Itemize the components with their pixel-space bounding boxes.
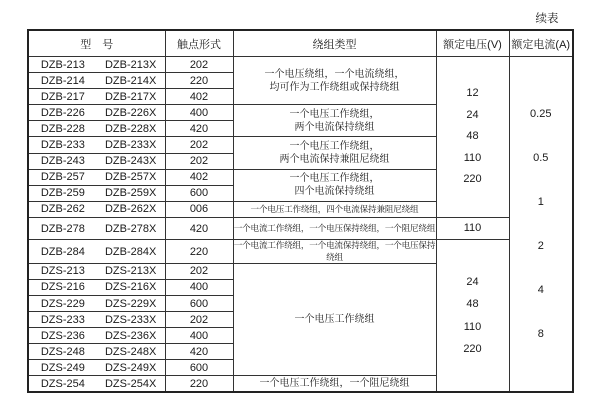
model-cell xyxy=(28,153,165,169)
voltage-value: 220 xyxy=(463,173,482,186)
model-cell xyxy=(28,240,165,263)
winding-line: 两个电流保持绕组 xyxy=(294,121,375,133)
contact-form-cell: 202 xyxy=(165,263,233,279)
model-cell xyxy=(28,263,165,279)
winding-line: 一个电压绕组，一个电流绕组， xyxy=(264,68,405,80)
contact-form-cell: 402 xyxy=(165,169,233,185)
model-number: DZS-233 xyxy=(40,313,85,326)
voltage-value: 110 xyxy=(463,221,482,234)
voltage-value: 110 xyxy=(463,151,482,164)
table-row xyxy=(28,240,573,263)
model-cell xyxy=(28,73,165,89)
model-cell xyxy=(28,137,165,153)
model-cell xyxy=(28,376,165,392)
winding-type-cell xyxy=(233,137,436,169)
model-number: DZS-213 xyxy=(40,265,85,278)
header-row xyxy=(28,30,573,57)
model-number: DZB-243 xyxy=(40,155,85,168)
contact-form-cell: 400 xyxy=(165,328,233,344)
contact-form-cell: 402 xyxy=(165,89,233,105)
winding-line: 一个电压工作绕组，一个阻尼绕组 xyxy=(259,378,410,390)
rated-voltage-cell xyxy=(436,240,509,392)
current-value: 0.25 xyxy=(530,108,552,121)
col-header-contact-form: 触点形式 xyxy=(165,30,233,57)
contact-form-cell: 202 xyxy=(165,137,233,153)
voltage-value: 12 xyxy=(466,87,479,100)
model-cell xyxy=(28,217,165,240)
model-number-x: DZB-217X xyxy=(104,90,157,103)
winding-type-cell xyxy=(233,57,436,105)
model-number: DZB-233 xyxy=(40,139,85,152)
contact-form-cell: 006 xyxy=(165,201,233,217)
model-cell xyxy=(28,344,165,360)
model-cell xyxy=(28,89,165,105)
contact-form-cell: 420 xyxy=(165,121,233,137)
model-number: DZS-249 xyxy=(40,361,85,374)
model-number: DZB-284 xyxy=(40,245,85,258)
voltage-value: 24 xyxy=(466,108,479,121)
winding-line: 一个电压工作绕组， xyxy=(289,108,380,120)
model-number-x: DZB-228X xyxy=(104,122,157,135)
model-number-x: DZB-243X xyxy=(104,155,157,168)
model-number-x: DZB-257X xyxy=(104,171,157,184)
winding-line: 一个电压工作绕组，四个电流保持兼阻尼绕组 xyxy=(250,203,419,214)
contact-form-cell: 202 xyxy=(165,312,233,328)
model-number-x: DZB-259X xyxy=(104,187,157,200)
winding-line: 一个电压工作绕组 xyxy=(294,314,375,326)
current-value: 4 xyxy=(537,284,544,297)
winding-type-cell xyxy=(233,105,436,137)
voltage-value: 48 xyxy=(466,130,479,143)
relay-spec-table xyxy=(27,29,574,393)
table-row xyxy=(28,217,573,240)
winding-line: 四个电流保持绕组 xyxy=(294,186,375,198)
model-number-x: DZS-216X xyxy=(104,281,157,294)
model-number-x: DZS-233X xyxy=(104,313,157,326)
current-value: 8 xyxy=(537,328,544,341)
model-number: DZS-216 xyxy=(40,281,85,294)
winding-line: 一个电压工作绕组， xyxy=(289,173,380,185)
voltage-value: 48 xyxy=(466,298,479,311)
col-header-rated-voltage: 额定电压(V) xyxy=(436,30,509,57)
contact-form-cell: 202 xyxy=(165,57,233,73)
model-number-x: DZB-284X xyxy=(104,245,157,258)
col-header-model: 型 号 xyxy=(28,30,165,57)
winding-line: 一个电流工作绕组，一个电流保持绕组，一个电压保持绕组 xyxy=(233,240,436,262)
model-cell xyxy=(28,121,165,137)
winding-type-cell xyxy=(233,376,436,392)
model-cell xyxy=(28,185,165,201)
model-number-x: DZB-213X xyxy=(104,58,157,71)
model-number-x: DZS-249X xyxy=(104,361,157,374)
model-number-x: DZB-262X xyxy=(104,203,157,216)
model-cell xyxy=(28,105,165,121)
voltage-value: 24 xyxy=(466,275,479,288)
model-cell xyxy=(28,169,165,185)
contact-form-cell: 600 xyxy=(165,360,233,376)
contact-form-cell: 220 xyxy=(165,240,233,263)
voltage-value: 110 xyxy=(463,320,482,333)
current-value: 2 xyxy=(537,240,544,253)
contact-form-cell: 600 xyxy=(165,295,233,311)
winding-line: 一个电压工作绕组， xyxy=(289,141,380,153)
model-number-x: DZS-248X xyxy=(104,345,157,358)
model-cell xyxy=(28,360,165,376)
winding-line: 一个电流工作绕组，一个电压保持绕组，一个阻尼绕组 xyxy=(233,223,436,234)
model-cell xyxy=(28,328,165,344)
model-number: DZS-254 xyxy=(40,377,85,390)
model-number: DZB-226 xyxy=(40,106,85,119)
model-cell xyxy=(28,295,165,311)
model-number-x: DZS-229X xyxy=(104,297,157,310)
model-number-x: DZS-236X xyxy=(104,329,157,342)
model-number: DZB-259 xyxy=(40,187,85,200)
winding-type-cell xyxy=(233,240,436,263)
rated-voltage-cell xyxy=(436,217,509,240)
model-number: DZB-213 xyxy=(40,58,85,71)
contact-form-cell: 400 xyxy=(165,279,233,295)
winding-type-cell xyxy=(233,263,436,376)
col-header-rated-current: 额定电流(A) xyxy=(509,30,573,57)
continued-table-label: 续表 xyxy=(535,13,559,25)
model-number-x: DZB-233X xyxy=(104,139,157,152)
model-cell xyxy=(28,201,165,217)
contact-form-cell: 400 xyxy=(165,105,233,121)
model-cell xyxy=(28,57,165,73)
winding-type-cell xyxy=(233,169,436,201)
contact-form-cell: 220 xyxy=(165,376,233,392)
model-number: DZB-228 xyxy=(40,122,85,135)
contact-form-cell: 420 xyxy=(165,217,233,240)
model-cell xyxy=(28,312,165,328)
model-number-x: DZB-226X xyxy=(104,106,157,119)
voltage-value: 220 xyxy=(463,343,482,356)
contact-form-cell: 202 xyxy=(165,153,233,169)
winding-line: 均可作为工作绕组或保持绕组 xyxy=(269,81,400,93)
model-number-x: DZB-214X xyxy=(104,74,157,87)
current-value: 0.5 xyxy=(533,152,549,165)
contact-form-cell: 220 xyxy=(165,73,233,89)
model-number: DZB-214 xyxy=(40,74,85,87)
model-number-x: DZS-254X xyxy=(104,377,157,390)
model-number: DZS-236 xyxy=(40,329,85,342)
winding-type-cell xyxy=(233,217,436,240)
current-value: 1 xyxy=(537,196,544,209)
model-number: DZB-262 xyxy=(40,203,85,216)
model-cell xyxy=(28,279,165,295)
winding-line: 两个电流保持兼阻尼绕组 xyxy=(279,154,390,166)
model-number: DZB-257 xyxy=(40,171,85,184)
model-number-x: DZS-213X xyxy=(104,265,157,278)
model-number: DZS-229 xyxy=(40,297,85,310)
model-number: DZB-217 xyxy=(40,90,85,103)
model-number: DZS-248 xyxy=(40,345,85,358)
winding-type-cell xyxy=(233,201,436,217)
contact-form-cell: 420 xyxy=(165,344,233,360)
model-number-x: DZB-278X xyxy=(104,222,157,235)
col-header-winding-type: 绕组类型 xyxy=(233,30,436,57)
model-number: DZB-278 xyxy=(40,222,85,235)
rated-voltage-cell xyxy=(436,57,509,218)
rated-current-cell xyxy=(509,57,573,393)
contact-form-cell: 600 xyxy=(165,185,233,201)
table-row xyxy=(28,57,573,73)
